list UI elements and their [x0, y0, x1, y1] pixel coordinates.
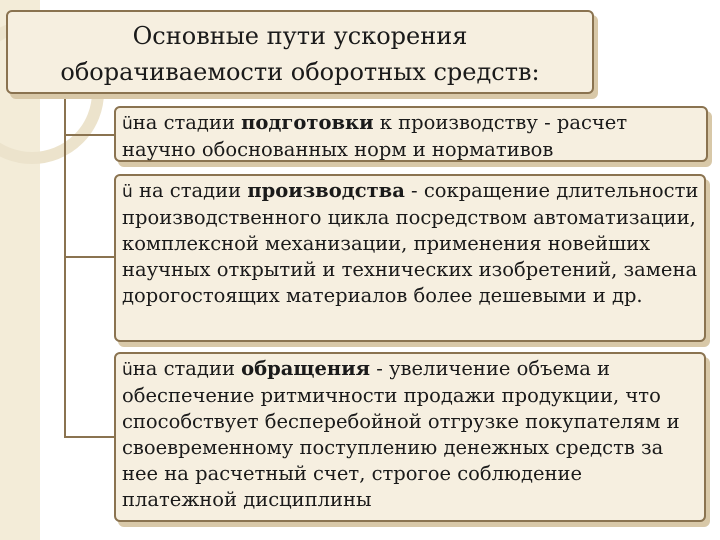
connector-branch-2	[64, 256, 114, 258]
checkmark-icon: ü	[122, 360, 133, 380]
connector-vertical-line	[64, 94, 66, 438]
stage-prefix: на стадии	[132, 111, 242, 134]
stage-keyword: обращения	[241, 357, 371, 380]
stage-description: - сокращение длительности производственного цикла посредством автоматизации, комплексной механизации, применения новейших научных открытий и технических изобретений, замена дорогостоящих материалов более дешевыми и др.	[122, 179, 699, 307]
stage-preparation-box	[114, 106, 708, 162]
stage-circulation-box	[114, 352, 706, 522]
checkmark-icon: ü	[122, 114, 133, 134]
title-line-1: Основные пути ускорения	[132, 22, 468, 50]
stage-description: к производству - расчет научно обоснованных норм и нормативов	[122, 111, 628, 161]
connector-branch-3	[64, 436, 114, 438]
connector-branch-1	[64, 134, 114, 136]
diagram-title-box	[6, 10, 594, 94]
title-line-2: оборачиваемости оборотных средств:	[60, 58, 540, 86]
stage-keyword: подготовки	[241, 111, 374, 134]
stage-prefix: на стадии	[132, 179, 248, 202]
checkmark-icon: ü	[122, 182, 133, 202]
stage-prefix: на стадии	[132, 357, 242, 380]
stage-keyword: производства	[247, 179, 405, 202]
stage-production-box	[114, 174, 706, 342]
stage-description: - увеличение объема и обеспечение ритмичности продажи продукции, что способствует бесперебойной отгрузке покупателям и своевременному поступлению денежных средств за нее на расчетный счет, строгое соблюдение платежной дисциплины	[122, 357, 680, 511]
